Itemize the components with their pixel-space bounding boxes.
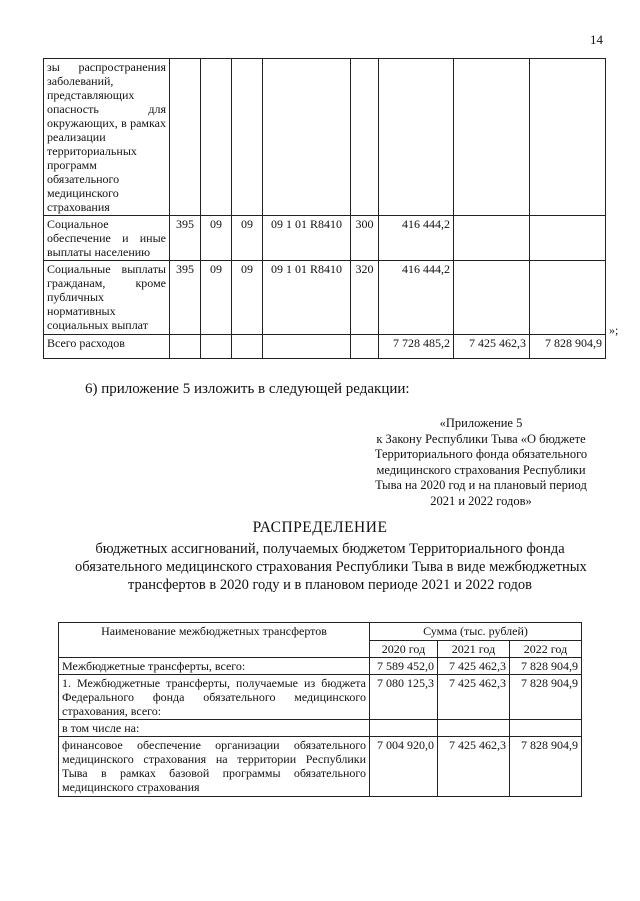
expense-type-code: 320 bbox=[351, 261, 379, 335]
value-2021 bbox=[438, 720, 510, 737]
value-2022: 7 828 904,9 bbox=[510, 675, 582, 720]
expenditure-table-continuation bbox=[43, 58, 606, 359]
appendix-line: к Закону Республики Тыва «О бюджете bbox=[376, 431, 586, 446]
document-subtitle bbox=[75, 540, 585, 594]
value-2020 bbox=[370, 720, 438, 737]
expense-type-code: 300 bbox=[351, 216, 379, 261]
row-name: финансовое обеспечение организации обязательного медицинского страхования на территории Республики Тыва в рамках базовой программы обязательного медицинского страхования bbox=[59, 737, 370, 797]
appendix-header bbox=[370, 416, 592, 509]
row-name: Межбюджетные трансферты, всего: bbox=[59, 658, 370, 675]
subsection-code: 09 bbox=[232, 261, 263, 335]
section-code: 09 bbox=[201, 216, 232, 261]
sum-2021 bbox=[454, 261, 530, 335]
sum-2020: 416 444,2 bbox=[379, 216, 454, 261]
appendix-line: 2021 и 2022 годов» bbox=[430, 493, 532, 508]
subsection-code bbox=[232, 59, 263, 216]
row-name: Социальные выплаты гражданам, кроме публичных нормативных социальных выплат bbox=[44, 261, 170, 335]
subtitle-line: бюджетных ассигнований, получаемых бюджетом Территориального фонда bbox=[95, 541, 565, 557]
appendix-line: «Приложение 5 bbox=[439, 416, 523, 430]
header-sum: Сумма (тыс. рублей) bbox=[370, 623, 582, 641]
value-2021: 7 425 462,3 bbox=[438, 675, 510, 720]
header-year-2020: 2020 год bbox=[370, 641, 438, 658]
sum-2020: 416 444,2 bbox=[379, 261, 454, 335]
admin-code bbox=[170, 59, 201, 216]
admin-code: 395 bbox=[170, 261, 201, 335]
sum-2022 bbox=[530, 59, 606, 216]
appendix-line: медицинского страхования Республики bbox=[376, 462, 586, 477]
closing-quote-mark: »; bbox=[609, 323, 619, 337]
target-code bbox=[263, 59, 351, 216]
section-code bbox=[201, 335, 232, 359]
expense-type-code bbox=[351, 59, 379, 216]
sum-2020 bbox=[379, 59, 454, 216]
document-title: РАСПРЕДЕЛЕНИЕ bbox=[252, 519, 388, 536]
sum-2020: 7 728 485,2 bbox=[379, 335, 454, 359]
header-year-2021: 2021 год bbox=[438, 641, 510, 658]
row-name: Всего расходов bbox=[44, 335, 170, 359]
appendix-line: Тыва на 2020 год и на плановый период bbox=[375, 478, 587, 492]
row-name: зы распространения заболеваний, представляющих опасность для окружающих, в рамках реализации территориальных программ обязательного медицинского страхования bbox=[44, 59, 170, 216]
value-2022: 7 828 904,9 bbox=[510, 658, 582, 675]
value-2020: 7 080 125,3 bbox=[370, 675, 438, 720]
header-name: Наименование межбюджетных трансфертов bbox=[59, 623, 370, 658]
sum-2021: 7 425 462,3 bbox=[454, 335, 530, 359]
sum-2022 bbox=[530, 261, 606, 335]
sum-2022 bbox=[530, 216, 606, 261]
value-2022: 7 828 904,9 bbox=[510, 737, 582, 797]
table-row bbox=[59, 737, 582, 797]
table-row bbox=[44, 59, 606, 216]
transfers-table bbox=[58, 622, 582, 797]
sum-2021 bbox=[454, 216, 530, 261]
subtitle-line: трансфертов в 2020 году и в плановом периоде 2021 и 2022 годов bbox=[128, 577, 532, 593]
admin-code: 395 bbox=[170, 216, 201, 261]
amendment-instruction: 6) приложение 5 изложить в следующей редакции: bbox=[85, 381, 410, 397]
appendix-line: Территориального фонда обязательного bbox=[374, 447, 588, 461]
table-row bbox=[44, 216, 606, 261]
admin-code bbox=[170, 335, 201, 359]
sum-2022: 7 828 904,9 bbox=[530, 335, 606, 359]
row-name: в том числе на: bbox=[59, 720, 370, 737]
sum-2021 bbox=[454, 59, 530, 216]
value-2021: 7 425 462,3 bbox=[438, 737, 510, 797]
value-2020: 7 589 452,0 bbox=[370, 658, 438, 675]
target-code: 09 1 01 R8410 bbox=[263, 216, 351, 261]
target-code bbox=[263, 335, 351, 359]
value-2022 bbox=[510, 720, 582, 737]
table-row bbox=[59, 675, 582, 720]
subtitle-line: обязательного медицинского страхования Республики Тыва в виде межбюджетных bbox=[75, 559, 587, 575]
table-row bbox=[44, 335, 606, 359]
table-row bbox=[44, 261, 606, 335]
page-number: 14 bbox=[590, 32, 603, 47]
subsection-code bbox=[232, 335, 263, 359]
subsection-code: 09 bbox=[232, 216, 263, 261]
table-header-row bbox=[59, 623, 582, 641]
target-code: 09 1 01 R8410 bbox=[263, 261, 351, 335]
section-code: 09 bbox=[201, 261, 232, 335]
row-name: 1. Межбюджетные трансферты, получаемые из бюджета Федерального фонда обязательного медицинского страхования, всего: bbox=[59, 675, 370, 720]
header-year-2022: 2022 год bbox=[510, 641, 582, 658]
row-name: Социальное обеспечение и иные выплаты населению bbox=[44, 216, 170, 261]
expense-type-code bbox=[351, 335, 379, 359]
table-row bbox=[59, 720, 582, 737]
section-code bbox=[201, 59, 232, 216]
value-2021: 7 425 462,3 bbox=[438, 658, 510, 675]
table-row bbox=[59, 658, 582, 675]
value-2020: 7 004 920,0 bbox=[370, 737, 438, 797]
